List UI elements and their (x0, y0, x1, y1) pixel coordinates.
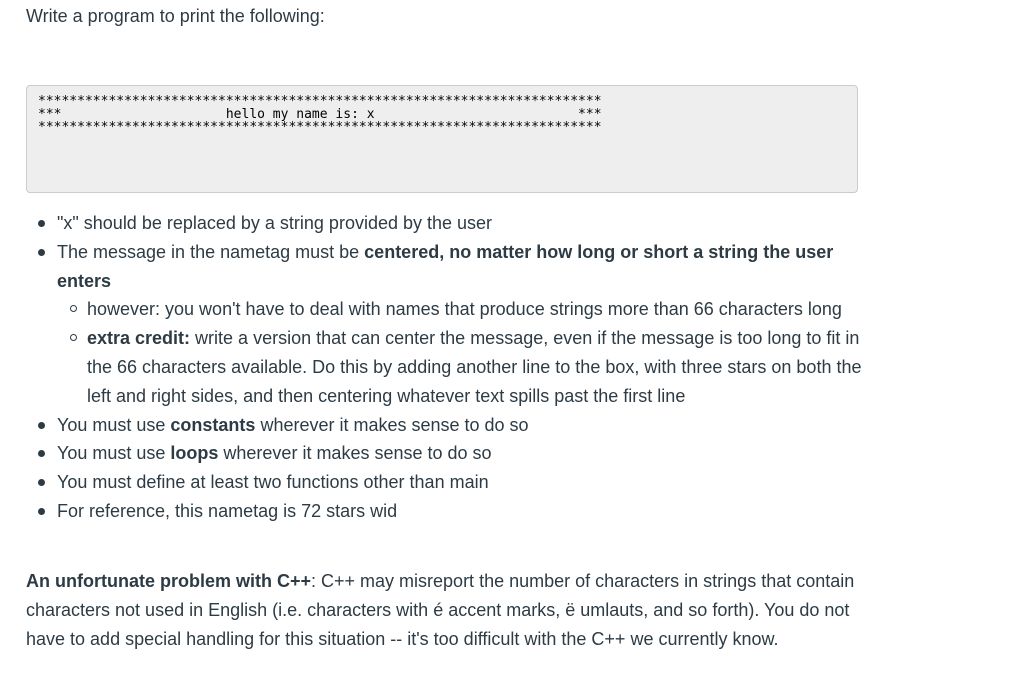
list-item (57, 209, 887, 238)
code-example-box (26, 85, 858, 193)
sub-requirement-text: however: you won't have to deal with names that produce strings more than 66 characters long (87, 299, 842, 320)
sub-list-item (87, 295, 887, 324)
list-item (57, 468, 887, 497)
code-line-1: ************************************************************************ (38, 94, 602, 109)
requirement-text: wherever it makes sense to do so (255, 414, 529, 435)
requirement-bold: loops (170, 443, 219, 464)
sub-requirement-text: write a version that can center the message, even if the message is too long to fit in the 66 characters available. Do this by adding another line to the box, with three stars on both the left and right sides, and then centering whatever text spills past the first line (87, 328, 862, 406)
code-line-2: *** hello my name is: x *** (38, 107, 602, 122)
requirements-list (26, 209, 887, 526)
requirement-text: wherever it makes sense to do so (218, 443, 492, 464)
requirement-text: You must use (57, 414, 171, 435)
requirement-bold: centered, no matter how long or short a string the user (364, 241, 834, 262)
list-item (57, 497, 887, 526)
requirement-bold: constants (170, 414, 256, 435)
note-text: : C++ may misreport the number of characters in strings that contain characters not used in English (i.e. characters with é accent marks, ë umlauts, and so forth). You do not have to add special handling for this situation -- it's too difficult with the C++ we currently know. (26, 571, 855, 649)
requirement-text: The message in the nametag must be (57, 241, 365, 262)
requirement-bold: enters (57, 270, 112, 291)
intro-text: Write a program to print the following: (26, 6, 325, 26)
extra-credit-label: extra credit: (87, 328, 191, 349)
note-title: An unfortunate problem with C++ (26, 571, 312, 591)
list-item (57, 411, 887, 440)
list-item (57, 439, 887, 468)
requirement-text: For reference, this nametag is 72 stars wid (57, 500, 398, 521)
requirement-text: You must use (57, 443, 171, 464)
cpp-note (26, 567, 866, 653)
list-item (57, 238, 887, 411)
requirement-text: You must define at least two functions other than main (57, 472, 489, 493)
sub-list (57, 295, 887, 410)
sub-list-item (87, 324, 887, 410)
requirement-text: "x" should be replaced by a string provided by the user (57, 213, 493, 233)
code-line-3: ************************************************************************ (38, 120, 602, 135)
